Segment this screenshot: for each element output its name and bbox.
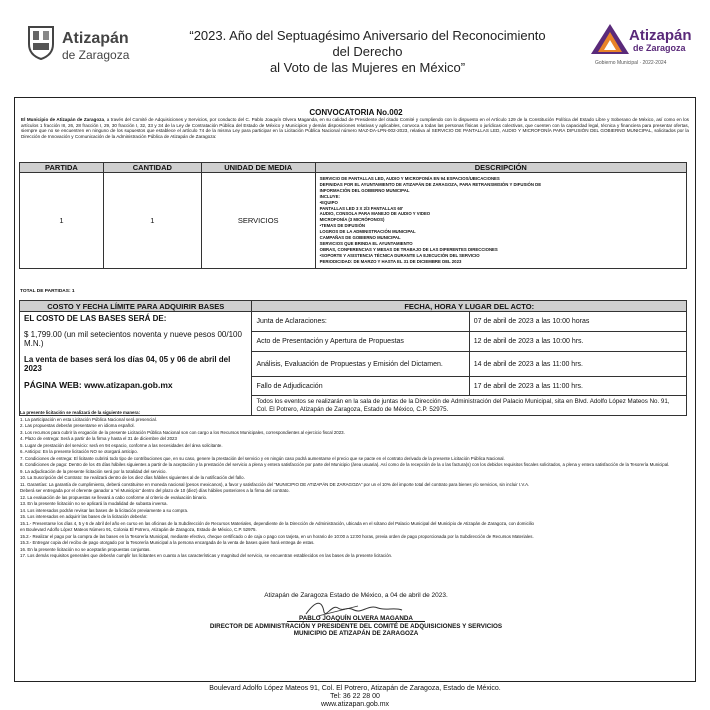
conditions-list: [20, 410, 690, 560]
signer-block: [15, 615, 697, 638]
list-item: 13. En la presente licitación no se aplicará la modalidad de subasta inversa.: [20, 501, 168, 506]
list-item: 1. La participación en esta Licitación Pública Nacional será presencial.: [20, 416, 157, 422]
footer: [0, 685, 710, 709]
list-item: 17. Los demás requisitos generales que deberán cumplir los licitantes en cuanto a las características y magnitud del servicio, se encuentran establecidos en las bases de la presente licitación.: [20, 553, 393, 558]
event-date: 07 de abril de 2023 a las 10:00 horas: [469, 312, 686, 332]
cell-unidad: SERVICIOS: [201, 173, 315, 269]
motto-line-1: “2023. Año del Septuagésimo Aniversario del Reconocimiento del Derecho: [189, 28, 546, 59]
event-act: Junta de Aclaraciones:: [252, 312, 469, 332]
list-item: 10. La Suscripción del Contrato: Se realizará dentro de los diez días hábiles siguientes al de la notificación del fallo.: [20, 475, 245, 480]
event-date: 17 de abril de 2023 a las 11:00 hrs.: [469, 377, 686, 396]
events-header: FECHA, HORA Y LUGAR DEL ACTO:: [252, 301, 687, 312]
costs-header: COSTO Y FECHA LÍMITE PARA ADQUIRIR BASES: [20, 301, 252, 312]
convocatoria-title: CONVOCATORIA No.002: [309, 108, 403, 117]
footer-phone: Tel: 36 22 28 00: [330, 693, 380, 700]
items-table: [19, 162, 687, 269]
event-act: Análisis, Evaluación de Propuestas y Emisión del Dictamen.: [252, 352, 469, 377]
desc-line: •EQUIPO: [319, 199, 338, 205]
government-logo-right: [583, 22, 698, 72]
intro-body: , a través del Comité de Adquisiciones y Servicios, por conducto del C. Pablo Joaquín Olvera Maganda, en su calidad de Presidente del citado Comité y cumpliendo con lo dispuesto en el Artículo 129 de la Constitución Política del Estado Libre y Soberano de México, así como en los artículos 1 fracción III, 26, 28 fracción I, 29, 30 fracción I, 32, 33 y 34 de la Ley de Contratación Pública del Estado de México y Municipios y demás disposiciones relativas y aplicables, convoca a todas las personas físicas o jurídicas colectivas, que cuenten con la capacidad legal, técnica y financiera para presentar ofertas, siempre que no se encuentren en ninguno de los supuestos que establece el artículo 74 de la misma Ley para participar en la Licitación Pública Nacional número MAZ-DA-LPN-002-2023, relativa al SERVICIO DE PANTALLAS LED, AUDIO Y MICROFONÍA PARA DIFUSIÓN DEL GOBIERNO MUNICIPAL, solicitados por la Dirección de Innovación y Comunicación de la Administración Pública de Atizapán de Zaragoza:: [21, 117, 689, 139]
desc-line: SERVICIO DE PANTALLAS LED, AUDIO Y MICROFONÍA EN 94 ESPACIOS/UBICACIONES: [319, 176, 500, 181]
desc-line: AUDIO, CONSOLA PARA MANEJO DE AUDIO Y VIDEO: [319, 211, 431, 217]
desc-line: SERVICIOS QUE BRINDA EL AYUNTAMIENTO: [319, 240, 413, 246]
col-partida: PARTIDA: [20, 163, 104, 173]
col-descripcion: DESCRIPCIÓN: [315, 163, 686, 173]
list-item: 5. Lugar de prestación del servicio: será en 94 espacio, conforme a las necesidades del área solicitante.: [20, 442, 223, 448]
desc-line: DEFINIDAS POR EL AYUNTAMIENTO DE ATIZAPÁN DE ZARAGOZA, PARA RETRANSMISIÓN Y DIFUSIÓN DE: [319, 181, 542, 187]
municipal-logo-left: [26, 24, 171, 64]
convocatoria-document: [14, 97, 696, 682]
sale-dates: La venta de bases será los días 04, 05 y 06 de abril del 2023: [24, 355, 231, 373]
list-item: 4. Plazo de entrega: Será a partir de la firma y hasta el 31 de diciembre del 2023: [20, 436, 177, 441]
left-logo-name: Atizapán: [62, 30, 129, 47]
header: [0, 0, 710, 96]
list-item: 14. Los interesados podrán revisar las bases de la licitación previamente a su compra.: [20, 507, 189, 513]
cost-title: EL COSTO DE LAS BASES SERÁ DE:: [24, 314, 167, 323]
list-item: 8. Condiciones de pago: Dentro de los 45 días hábiles siguientes a partir de la aceptación y la prestación del servicio a plena y entera satisfacción por parte del Municipio (área usuaria). Así como de la recepción de la o las factura(s) con los debidos requisitos fiscales solicitados, a plena y entera satisfacción de la Tesorería Municipal.: [20, 462, 670, 467]
list-item: 15. Los interesados en adquirir las bases de la licitación deberán:: [20, 514, 148, 519]
costs-table-header: [20, 301, 687, 312]
desc-line: INCLUYE:: [319, 193, 340, 199]
desc-line: LOGROS DE LA ADMINISTRACIÓN MUNICIPAL: [319, 229, 416, 235]
list-item: 11. Garantías: La garantía de cumplimiento, deberá constituirse en moneda nacional (pesos mexicanos), a favor y satisfacción del “MUNICIPIO DE ATIZAPÁN DE ZARAGOZA” por un el 10% del importe total del contrato para bienes y/o servicios, sin incluir I.V.A.: [20, 481, 530, 487]
event-act: Fallo de Adjudicación: [252, 377, 469, 396]
list-item: Deberá ser entregada por el oferente ganador a “el Municipio” dentro del plazo de 10 (diez) días hábiles posteriores a la firma del contrato.: [20, 488, 290, 493]
list-item: 12. La evaluación de las propuestas se llevará a cabo conforme al criterio de evaluación binario.: [20, 494, 208, 500]
desc-line: PANTALLAS LED 3 X 2/3 PANTALLAS 60': [319, 205, 404, 211]
desc-line: •TEMAS DE DIFUSIÓN: [319, 223, 366, 229]
left-logo-subtitle: de Zaragoza: [62, 48, 130, 62]
list-item: 3. Los recursos para cubrir la erogación de la presente Licitación Pública Nacional son con cargo a los Recursos Municipales, correspondientes al ejercicio fiscal 2023.: [20, 429, 345, 435]
cost-info: [20, 312, 252, 416]
desc-line: •SOPORTE Y ASISTENCIA TÉCNICA DURANTE LA EJECUCIÓN DEL SERVICIO: [319, 252, 480, 258]
list-item: 15.3.- Entregar copia del recibo de pago otorgado por la Tesorería Municipal a la persona encargada de la venta de bases quien hará entrega de estas.: [20, 540, 315, 545]
col-unidad: UNIDAD DE MEDIA: [201, 163, 315, 173]
list-item: 6. Anticipo: En la presente licitación NO se otorgará anticipo.: [20, 449, 138, 454]
list-item: La presente licitación se realizará de la siguiente manera:: [20, 410, 141, 415]
list-item: 15.2.- Realizar el pago por la compra de las bases en la Tesorería Municipal, mediante efectivo, cheque certificado o de caja o pago con tarjeta, en un horario de 10:00 a 12:00 horas, previa orden de pago proporcionada por la Subdirección de Recursos Materiales.: [20, 533, 534, 539]
web-page: PÁGINA WEB: www.atizapan.gob.mx: [24, 380, 173, 390]
footer-address: Boulevard Adolfo López Mateos 91, Col. El Potrero, Atizapán de Zaragoza, Estado de México.: [209, 685, 501, 692]
convocatoria-intro: [21, 117, 689, 139]
coat-of-arms-icon: [26, 24, 56, 60]
cell-cantidad: 1: [103, 173, 201, 269]
triangle-logo-icon: [589, 22, 631, 56]
desc-line: PERIODICIDAD: DE MARZO Y HASTA EL 31 DE DICIEMBRE DEL 2023: [319, 258, 462, 264]
cost-amount: $ 1,799.00 (un mil setecientos noventa y nueve pesos 00/100 M.N.): [24, 330, 242, 348]
event-date: 12 de abril de 2023 a las 10:00 hrs.: [469, 332, 686, 352]
items-table-header: [20, 163, 687, 173]
list-item: 7. Condiciones de entrega: El licitante cubrirá todo tipo de contribuciones que, en su caso, genere la prestación del servicio y en ningún caso podrá aumentarse el precio que se pacte en el contrato derivado de la presente Licitación Pública Nacional.: [20, 455, 505, 461]
signer-title: DIRECTOR DE ADMINISTRACIÓN Y PRESIDENTE DEL COMITÉ DE ADQUISICIONES Y SERVICIOS: [209, 622, 503, 630]
table-row: [20, 173, 687, 269]
cell-partida: 1: [20, 173, 104, 269]
event-location: Todos los eventos se realizarán en la sala de juntas de la Dirección de Administración del Palacio Municipal, sita en Blvd. Adolfo López Mateos No. 91, Col. El Potrero, Atizapán de Zaragoza, Estado de México, C.P. 52975.: [252, 396, 687, 416]
right-logo-period: Gobierno Municipal · 2022-2024: [595, 60, 667, 66]
place-date: Atizapán de Zaragoza Estado de México, a 04 de abril de 2023.: [264, 592, 448, 599]
signer-org: MUNICIPIO DE ATIZAPÁN DE ZARAGOZA: [293, 630, 419, 637]
desc-line: OBRAS, CONFERENCIAS Y MESAS DE TRABAJO DE LAS DIFERENTES DIRECCIONES: [319, 246, 498, 252]
right-logo-subtitle: de Zaragoza: [633, 43, 686, 53]
motto-line-2: al Voto de las Mujeres en México”: [269, 60, 466, 75]
event-date: 14 de abril de 2023 a las 11:00 hrs.: [469, 352, 686, 377]
list-item: en Boulevard Adolfo López Mateos Número 91, Colonia El Potrero, Atizapán de Zaragoza, Estado de México, C.P. 52975.: [20, 527, 257, 532]
desc-line: INFORMACIÓN DEL GOBIERNO MUNICIPAL: [319, 187, 410, 193]
event-act: Acto de Presentación y Apertura de Propuestas: [252, 332, 469, 352]
desc-line: MICROFONÍA (3 MICRÓFONOS): [319, 217, 385, 223]
list-item: 15.1.- Presentarse los días 4, 5 y 6 de abril del año en curso en las oficinas de la Subdirección de Recursos Materiales, dependiente de la Dirección de Administración, ubicada en el sótano del Palacio Municipal del Municipio de Atizapán de Zaragoza, con domicilio: [20, 520, 535, 526]
footer-web: www.atizapan.gob.mx: [320, 701, 390, 708]
cell-descripcion: [315, 173, 686, 269]
list-item: 2. Las propuestas deberán presentarse en idioma español.: [20, 423, 135, 428]
signer-name: PABLO JOAQUÍN OLVERA MAGANDA: [299, 615, 413, 622]
list-item: 9. La adjudicación de la presente licitación será por la totalidad del servicio.: [20, 468, 167, 474]
col-cantidad: CANTIDAD: [103, 163, 201, 173]
costs-table: [19, 300, 687, 416]
intro-lead: El Municipio de Atizapán de Zaragoza: [21, 117, 104, 122]
right-logo-name: Atizapán: [629, 27, 692, 44]
table-row: [20, 312, 687, 332]
list-item: 16. En la presente licitación no se aceptarán propuestas conjuntas.: [20, 546, 151, 552]
total-partidas: TOTAL DE PARTIDAS: 1: [20, 289, 75, 294]
year-motto: [180, 28, 555, 76]
desc-line: CAMPAÑAS DE GOBIERNO MUNICIPAL: [319, 235, 401, 241]
